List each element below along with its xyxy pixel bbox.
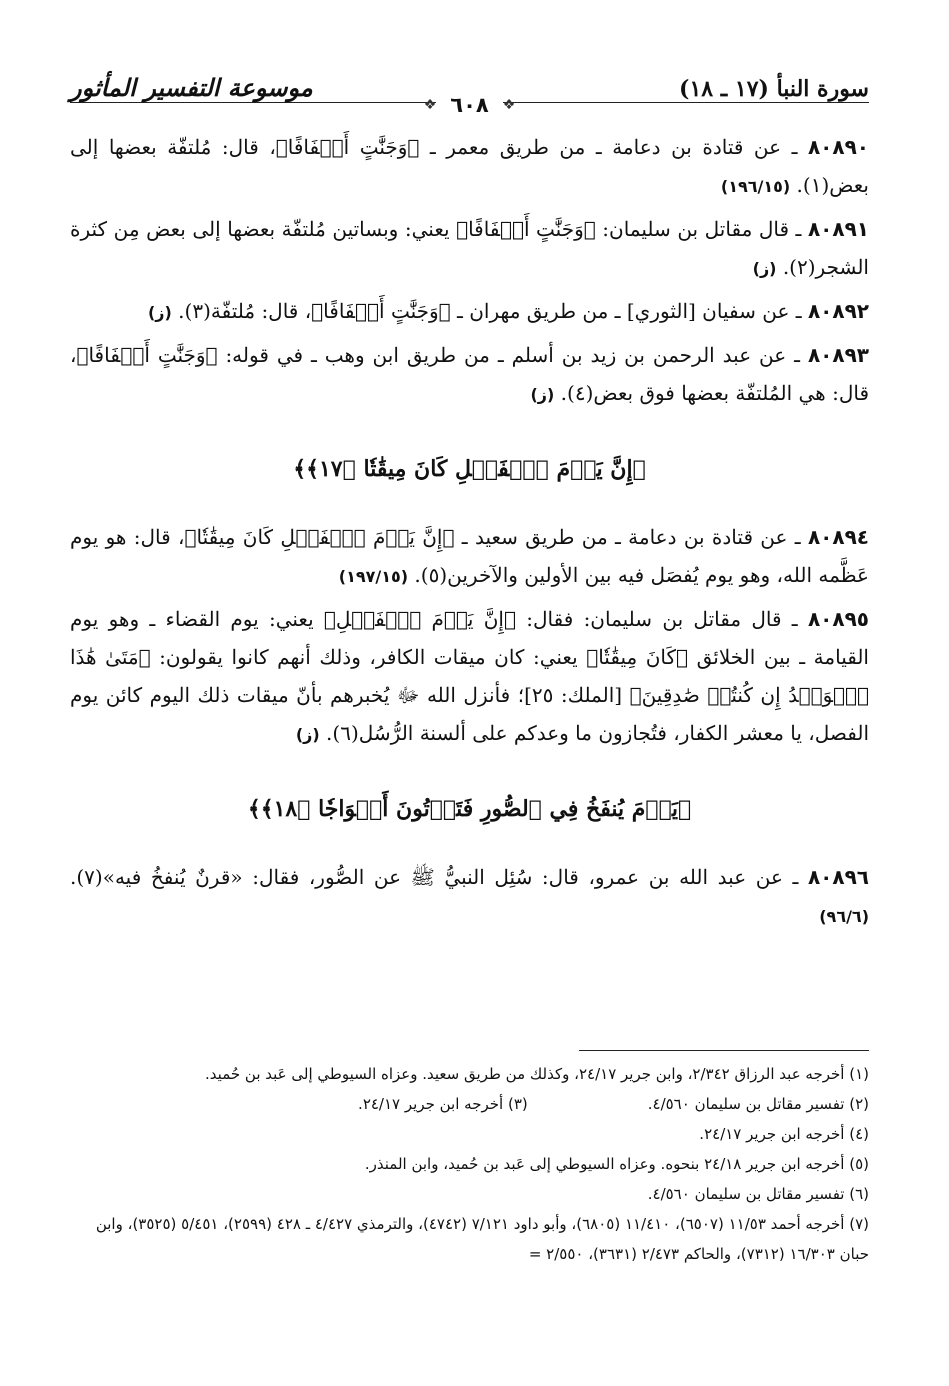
entry (70, 858, 869, 936)
entry-number: ٨٠٨٩٠ (807, 135, 869, 159)
book-title: موسوعة التفسير المأثور (70, 73, 313, 102)
entry-number: ٨٠٨٩٣ (807, 343, 869, 367)
entry-number: ٨٠٨٩٢ (807, 299, 869, 323)
ornament-icon: ❖ (423, 97, 437, 113)
entry-number: ٨٠٨٩٥ (807, 607, 870, 631)
entry-number: ٨٠٨٩١ (807, 217, 869, 241)
entry (70, 292, 869, 332)
entry-text: ـ عن سفيان [الثوري] ـ من طريق مهران ـ ﴿وَجَنَّٰتٍ أَلۡفَافًا﴾، قال: مُلتفّة(٣). (178, 299, 802, 323)
entry-source: (١٩٧/١٥) (338, 567, 409, 586)
page-number: ٦٠٨ (436, 93, 502, 117)
footnote: (٢) تفسير مقاتل بن سليمان ٤/٥٦٠. (647, 1095, 869, 1113)
entry-source: (ز) (147, 303, 172, 322)
entry (70, 600, 869, 754)
entry-text: ـ عن عبد الرحمن بن زيد بن أسلم ـ من طريق ابن وهب ـ في قوله: ﴿وَجَنَّٰتٍ أَلۡفَافًا﴾، قال: هي المُلتفّة بعضها فوق بعض(٤). (70, 343, 869, 405)
entry-number: ٨٠٨٩٦ (807, 865, 870, 889)
ornament-icon: ❖ (502, 97, 516, 113)
page-number-row (70, 90, 869, 120)
entry (70, 128, 869, 206)
footnote: (٧) أخرجه أحمد ١١/٥٣ (٦٥٠٧)، ١١/٤١٠ (٦٨٠٥)، وأبو داود ٧/١٢١ (٤٧٤٢)، والترمذي ٤/٤٢٧ ـ ٤٢٨ (٢٥٩٩)، ٥/٤٥١ (٣٥٢٥)، وابن حبان ١٦/٣٠٣ (٧٣١٢)، والحاكم ٢/٤٧٣ (٣٦٣١)، ٢/٥٥٠ = (95, 1215, 869, 1263)
entry-source: (١٩٦/١٥) (720, 177, 791, 196)
verse-heading: ﴿يَوۡمَ يُنفَخُ فِي ٱلصُّورِ فَتَأۡتُونَ أَفۡوَاجٗا ﴿١٨﴾﴾ (247, 796, 692, 822)
footnote: (٦) تفسير مقاتل بن سليمان ٤/٥٦٠. (647, 1185, 869, 1203)
entry-source: (ز) (752, 259, 777, 278)
footnote: (١) أخرجه عبد الرزاق ٢/٣٤٢، وابن جرير ٢٤/١٧، وكذلك من طريق سعيد. وعزاه السيوطي إلى عَبد بن حُميد. (205, 1065, 869, 1083)
entry-source: (٩٦/٦) (819, 907, 869, 926)
main-text (70, 128, 869, 940)
entry-text: ـ عن قتادة بن دعامة ـ من طريق سعيد ـ ﴿إِنَّ يَوۡمَ ٱلۡفَصۡلِ كَانَ مِيقَٰتٗا﴾، قال: هو يوم عَظَّمه الله، وهو يوم يُفصَل فيه بين الأولين والآخرين(٥). (70, 525, 869, 587)
entry (70, 518, 869, 596)
verse-heading: ﴿إِنَّ يَوۡمَ ٱلۡفَصۡلِ كَانَ مِيقَٰتٗا ﴿١٧﴾﴾ (293, 456, 646, 482)
entry-text: ـ قال مقاتل بن سليمان: ﴿وَجَنَّٰتٍ أَلۡفَافًا﴾ يعني: وبساتين مُلتفّة بعضها إلى بعض مِن كثرة الشجر(٢). (70, 217, 869, 279)
entry-source: (ز) (530, 385, 555, 404)
footnote: (٣) أخرجه ابن جرير ٢٤/١٧. (358, 1095, 528, 1113)
entry (70, 336, 869, 414)
footnote: (٥) أخرجه ابن جرير ٢٤/١٨ بنحوه. وعزاه السيوطي إلى عَبد بن حُميد، وابن المنذر. (364, 1155, 869, 1173)
footnote-divider (579, 1050, 869, 1051)
entry-text: ـ عن قتادة بن دعامة ـ من طريق معمر ـ ﴿وَجَنَّٰتٍ أَلۡفَافًا﴾، قال: مُلتفّة بعضها إلى بعض(١). (70, 135, 869, 197)
entry (70, 210, 869, 288)
entry-text: ـ عن عبد الله بن عمرو، قال: سُئِل النبيُّ ﷺ عن الصُّور، فقال: «قرنٌ يُنفخُ فيه»(٧). (70, 865, 799, 889)
footnote-row (70, 1089, 869, 1119)
entry-source: (ز) (295, 725, 320, 744)
surah-title: سورة النبأ (١٧ ـ ١٨) (679, 76, 869, 102)
footnote: (٤) أخرجه ابن جرير ٢٤/١٧. (699, 1125, 869, 1143)
footnotes (70, 1050, 869, 1269)
entry-text: ـ قال مقاتل بن سليمان: فقال: ﴿إِنَّ يَوۡمَ ٱلۡفَصۡلِ﴾ يعني: يوم القضاء ـ وهو يوم القيامة ـ بين الخلائق ﴿كَانَ مِيقَٰتٗا﴾ يعني: كان ميقات الكافر، وذلك أنهم كانوا يقولون: ﴿مَتَىٰ هَٰذَا ٱلۡوَعۡدُ إِن كُنتُمۡ صَٰدِقِينَ﴾ [الملك: ٢٥]؛ فأنزل الله ﷻ يُخبرهم بأنّ ميقات ذلك اليوم كائن يوم الفصل، يا معشر الكفار، فتُجازون ما وعدكم على ألسنة الرُّسُل(٦). (70, 607, 870, 745)
entry-number: ٨٠٨٩٤ (807, 525, 869, 549)
